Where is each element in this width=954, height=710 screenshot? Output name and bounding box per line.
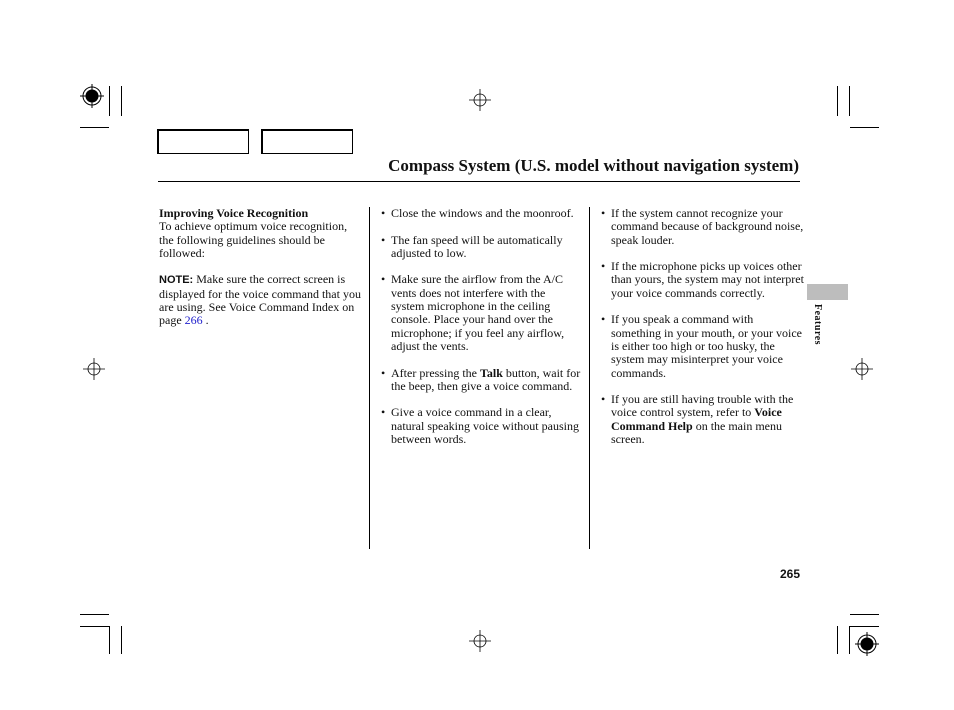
talk-button-name: Talk [479,365,503,380]
list-item-text: If you are still having trouble with the voice control system, refer to [611,392,794,420]
registration-mark-icon [79,83,105,109]
list-item-text: button, wait for the beep, then give a voice command. [391,365,581,393]
page-title: Compass System (U.S. model without navigation system) [388,156,799,175]
list-item-text: After pressing the [391,365,480,380]
list-item [601,393,804,446]
title-rule [158,181,800,182]
note-end: . [202,313,209,328]
note-text: Make sure the correct screen is displayed for the voice command that you are using. See Voice Command Index on page [159,272,361,328]
section-side-tab [807,284,848,300]
header-tab-box [157,129,249,154]
column-divider [369,207,370,549]
page-number: 265 [779,567,800,581]
note-paragraph [159,273,364,327]
header-tab-box [261,129,353,154]
page-link[interactable]: 266 [184,313,203,328]
voice-command-help-name: Voice Command Help [611,405,782,433]
left-column [159,207,364,341]
middle-column [381,207,581,460]
crosshair-target-icon [851,358,873,380]
list-item-text: on the main menu screen. [611,418,783,447]
list-item: • If you speak a command with something in your mouth, or your voice is either too high or too husky, the system may misinterpret your voice commands. [601,313,804,379]
section-side-label: Features [812,304,823,346]
section-heading: Improving Voice Recognition [159,206,309,220]
column-divider [589,207,590,549]
list-item: • Close the windows and the moonroof. [381,207,581,220]
right-column [601,207,804,460]
list-item: • If the system cannot recognize your command because of background noise, speak louder. [601,207,804,247]
crosshair-target-icon [469,89,491,111]
list-item: • Make sure the airflow from the A/C vents does not interfere with the system microphone in the ceiling console. Place your hand over the microphone; if you feel any airflow, adjust the vents. [381,273,581,353]
list-item: • If the microphone picks up voices other than yours, the system may not interpret your voice commands correctly. [601,260,804,300]
note-label: NOTE: [159,274,194,287]
list-item: • Give a voice command in a clear, natural speaking voice without pausing between words. [381,406,581,446]
list-item: • The fan speed will be automatically adjusted to low. [381,234,581,261]
crosshair-target-icon [83,358,105,380]
intro-paragraph: To achieve optimum voice recognition, the following guidelines should be followed: [159,219,348,260]
list-item [381,367,581,394]
crosshair-target-icon [469,630,491,652]
registration-mark-icon [854,631,880,657]
